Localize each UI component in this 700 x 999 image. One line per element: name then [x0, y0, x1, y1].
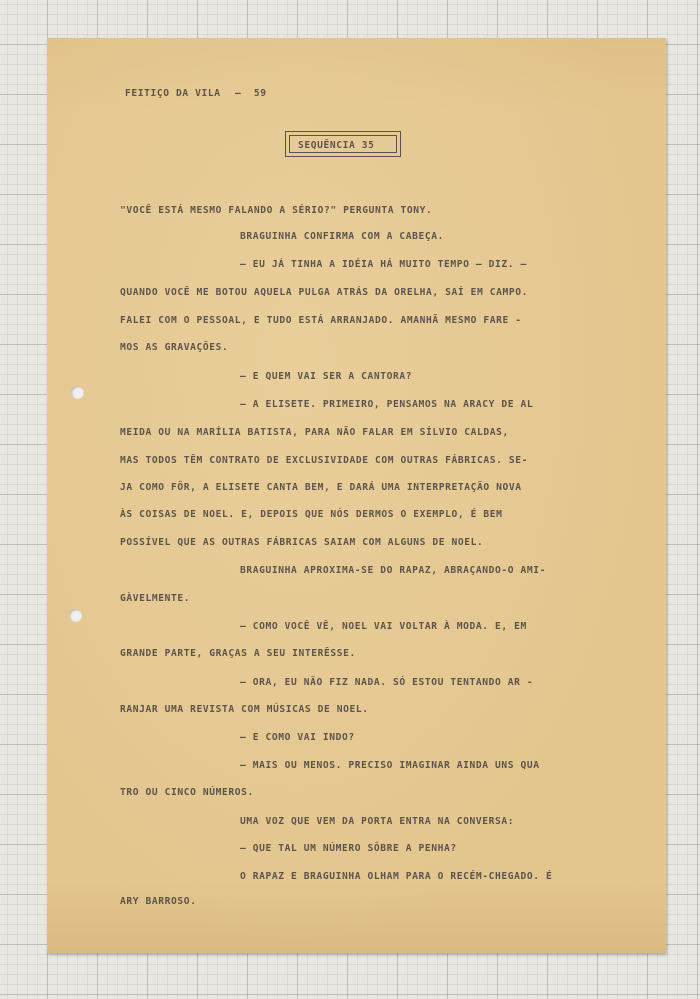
text-line: — MAIS OU MENOS. PRECISO IMAGINAR AINDA UNS QUA — [240, 760, 540, 771]
text-line: JA COMO FÔR, A ELISETE CANTA BEM, E DARÁ UMA INTERPRETAÇÃO NOVA — [120, 482, 522, 493]
text-line: — EU JÁ TINHA A IDÉIA HÁ MUITO TEMPO — DIZ. — — [240, 259, 527, 270]
text-line: UMA VOZ QUE VEM DA PORTA ENTRA NA CONVERSA: — [240, 816, 515, 827]
text-line: MOS AS GRAVAÇÕES. — [120, 342, 229, 353]
text-line: O RAPAZ E BRAGUINHA OLHAM PARA O RECÉM-CHEGADO. É — [240, 871, 553, 882]
sequence-label: SEQUÊNCIA 35 — [298, 140, 375, 151]
punch-hole-top — [71, 386, 84, 399]
text-line: GÀVELMENTE. — [120, 593, 191, 604]
text-line: GRANDE PARTE, GRAÇAS A SEU INTERÊSSE. — [120, 648, 356, 659]
page-number: 59 — [253, 88, 267, 99]
text-line: TRO OU CINCO NÚMEROS. — [120, 787, 254, 798]
text-line: QUANDO VOCÊ ME BOTOU AQUELA PULGA ATRÁS DA ORELHA, SAÍ EM CAMPO. — [120, 287, 529, 298]
text-line: MEIDA OU NA MARÍLIA BATISTA, PARA NÃO FALAR EM SÍLVIO CALDAS, — [120, 427, 509, 438]
header-separator: — — [235, 88, 242, 99]
text-line: ARY BARROSO. — [120, 896, 197, 907]
text-line: — ORA, EU NÃO FIZ NADA. SÓ ESTOU TENTANDO AR - — [240, 677, 534, 688]
text-line: ÀS COISAS DE NOEL. E, DEPOIS QUE NÓS DERMOS O EXEMPLO, É BEM — [120, 509, 503, 520]
text-line: — E QUEM VAI SER A CANTORA? — [240, 371, 413, 382]
page-header — [125, 88, 267, 99]
text-line: — E COMO VAI INDO? — [240, 732, 355, 743]
text-line: FALEI COM O PESSOAL, E TUDO ESTÁ ARRANJADO. AMANHÃ MESMO FARE - — [120, 315, 522, 326]
text-line: BRAGUINHA CONFIRMA COM A CABEÇA. — [240, 231, 445, 242]
text-line: POSSÍVEL QUE AS OUTRAS FÁBRICAS SAIAM COM ALGUNS DE NOEL. — [120, 537, 484, 548]
punch-hole-bottom — [69, 609, 82, 622]
text-line: — A ELISETE. PRIMEIRO, PENSAMOS NA ARACY DE AL — [240, 399, 534, 410]
text-line: MAS TODOS TÊM CONTRATO DE EXCLUSIVIDADE COM OUTRAS FÁBRICAS. SE- — [120, 455, 529, 466]
text-line: "VOCÊ ESTÁ MESMO FALANDO A SÉRIO?" PERGUNTA TONY. — [120, 205, 433, 216]
header-title: FEITIÇO DA VILA — [125, 88, 221, 99]
text-line: BRAGUINHA APROXIMA-SE DO RAPAZ, ABRAÇANDO-O AMI- — [240, 565, 547, 576]
text-line: — COMO VOCÊ VÊ, NOEL VAI VOLTAR À MODA. E, EM — [240, 621, 527, 632]
typewritten-page — [47, 38, 666, 953]
text-line: — QUE TAL UM NÚMERO SÔBRE A PENHA? — [240, 843, 457, 854]
text-line: RANJAR UMA REVISTA COM MÚSICAS DE NOEL. — [120, 704, 369, 715]
